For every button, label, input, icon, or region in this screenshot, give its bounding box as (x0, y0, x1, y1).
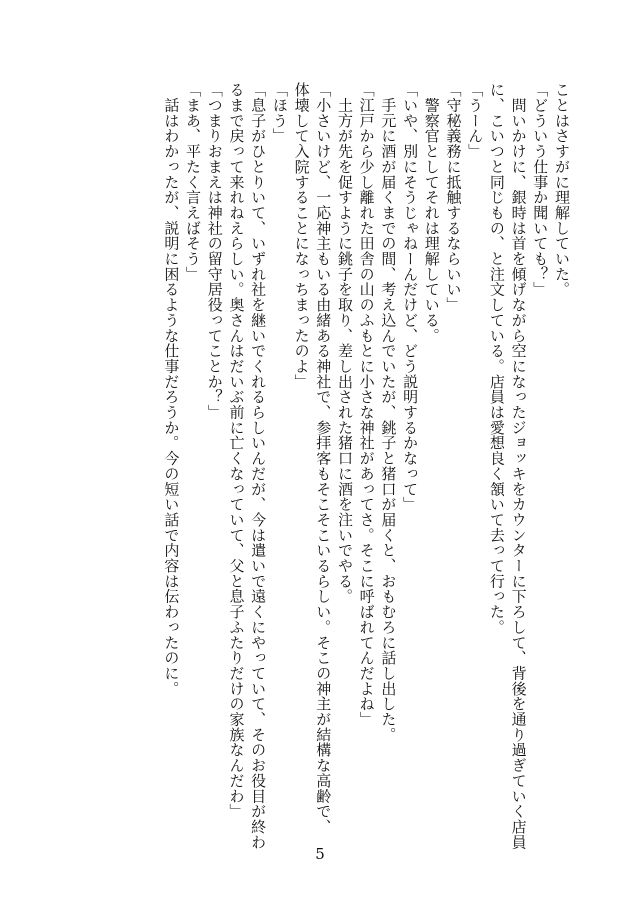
text-line: 問いかけに、銀時は首を傾げながら空になったジョッキをカウンターに下ろして、背後を通り過ぎていく店員 (509, 82, 528, 850)
text-line: 「いや、別にそうじゃねーんだけど、どう説明するかなって」 (401, 82, 420, 512)
text-line: 体壊して入院することになっちまったのよ」 (292, 82, 311, 389)
text-line: 「つまりおまえは神社の留守居役ってことか？」 (205, 82, 224, 420)
text-line: ことはさすがに理解していた。 (553, 82, 571, 297)
text-line: 土方が先を促すように銚子を取り、差し出された猪口に酒を注いでやる。 (335, 82, 354, 604)
text-line: 「うーん」 (466, 82, 485, 159)
text-line: 「ほう」 (270, 82, 289, 144)
text-line: 「守秘義務に抵触するならいい」 (444, 82, 463, 313)
text-line: 「息子がひとりいて、いずれ社を継いでくれるらしいんだが、今は遣いで遠くにやっていて、そのお役目が終わ (249, 82, 268, 850)
text-line: 「小さいけど、一応神主もいる由緒ある神社で、参拝客もそこそこいるらしい。そこの神主が結構な高齢で、 (314, 82, 333, 835)
text-line: 「まあ、平たく言えばそう」 (184, 82, 203, 282)
text-line: に、こいつと同じもの、と注文している。店員は愛想良く頷いて去って行った。 (487, 82, 506, 635)
text-line: 話はわかったが、説明に困るような仕事だろうか。今の短い話で内容は伝わったのに。 (162, 82, 181, 696)
text-line: 「どういう仕事か聞いても？」 (531, 82, 550, 297)
text-line: 警察官としてそれは理解している。 (422, 82, 441, 343)
text-line: 「江戸から少し離れた田舎の山のふもとに小さな神社があってさ。そこに呼ばれてんだよね」 (357, 82, 376, 727)
page-number: 5 (315, 845, 325, 863)
text-line: 手元に酒が届くまでの間、考え込んでいたが、銚子と猪口が届くと、おもむろに話し出した。 (379, 82, 398, 743)
text-line: るまで戻って来れねえらしい。奥さんはだいぶ前に亡くなっていて、父と息子ふたりだけの家族なんだわ」 (227, 82, 246, 819)
vertical-text-body (160, 82, 572, 850)
